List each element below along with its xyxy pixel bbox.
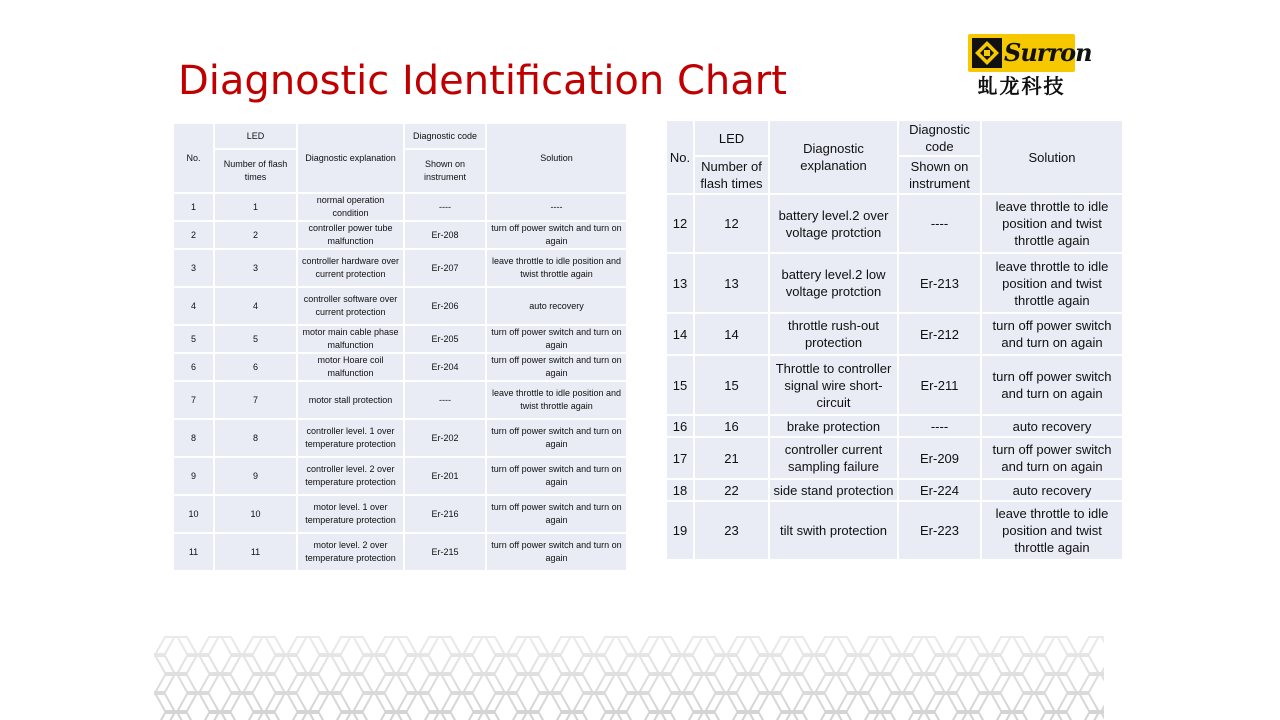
cell-explanation: controller software over current protection: [297, 287, 404, 325]
cell-code: Er-216: [404, 495, 486, 533]
cell-solution: turn off power switch and turn on again: [486, 457, 627, 495]
cell-flash: 14: [694, 313, 769, 355]
header-flash: Number of flash times: [694, 156, 769, 194]
cell-no: 12: [666, 194, 694, 253]
cell-solution: auto recovery: [981, 415, 1123, 437]
cell-explanation: motor level. 2 over temperature protection: [297, 533, 404, 571]
surron-logo-icon: [972, 38, 1002, 68]
header-code: Diagnostic code: [404, 123, 486, 149]
table-row: [173, 533, 627, 571]
cell-solution: turn off power switch and turn on again: [981, 437, 1123, 479]
cell-no: 9: [173, 457, 214, 495]
cell-flash: 11: [214, 533, 297, 571]
cell-code: Er-201: [404, 457, 486, 495]
cell-flash: 3: [214, 249, 297, 287]
cell-code: Er-205: [404, 325, 486, 353]
header-flash: Number of flash times: [214, 149, 297, 193]
cell-no: 19: [666, 501, 694, 560]
cell-solution: auto recovery: [486, 287, 627, 325]
cell-explanation: controller level. 2 over temperature protection: [297, 457, 404, 495]
cell-flash: 15: [694, 355, 769, 415]
cell-solution: leave throttle to idle position and twist throttle again: [981, 194, 1123, 253]
cell-flash: 12: [694, 194, 769, 253]
header-no: No.: [173, 123, 214, 193]
cell-no: 8: [173, 419, 214, 457]
cell-solution: leave throttle to idle position and twist throttle again: [486, 381, 627, 419]
cell-code: ----: [898, 194, 981, 253]
header-led: LED: [694, 120, 769, 156]
table-row: [173, 495, 627, 533]
cell-code: ----: [404, 193, 486, 221]
cell-explanation: controller level. 1 over temperature protection: [297, 419, 404, 457]
cell-flash: 10: [214, 495, 297, 533]
table-row: [173, 419, 627, 457]
cell-explanation: side stand protection: [769, 479, 898, 501]
cell-code: Er-224: [898, 479, 981, 501]
cell-explanation: motor stall protection: [297, 381, 404, 419]
cell-code: Er-215: [404, 533, 486, 571]
cell-no: 11: [173, 533, 214, 571]
cell-explanation: motor level. 1 over temperature protection: [297, 495, 404, 533]
cell-solution: turn off power switch and turn on again: [486, 353, 627, 381]
header-code: Diagnostic code: [898, 120, 981, 156]
header-shown: Shown on instrument: [404, 149, 486, 193]
cell-flash: 21: [694, 437, 769, 479]
table-row: [173, 457, 627, 495]
cell-explanation: brake protection: [769, 415, 898, 437]
cell-code: Er-204: [404, 353, 486, 381]
cell-code: Er-223: [898, 501, 981, 560]
cell-code: Er-208: [404, 221, 486, 249]
cell-explanation: Throttle to controller signal wire short-circuit: [769, 355, 898, 415]
diagnostic-table-right: [665, 119, 1124, 561]
cell-no: 3: [173, 249, 214, 287]
cell-explanation: tilt swith protection: [769, 501, 898, 560]
cell-solution: ----: [486, 193, 627, 221]
cell-solution: turn off power switch and turn on again: [981, 355, 1123, 415]
table-row: [173, 221, 627, 249]
table-row: [173, 353, 627, 381]
table-row: [666, 355, 1123, 415]
cell-no: 4: [173, 287, 214, 325]
cell-flash: 22: [694, 479, 769, 501]
table-row: [173, 381, 627, 419]
cell-flash: 16: [694, 415, 769, 437]
hexagon-pattern: [154, 636, 1104, 720]
header-explanation: Diagnostic explanation: [769, 120, 898, 194]
cell-solution: auto recovery: [981, 479, 1123, 501]
cell-solution: turn off power switch and turn on again: [486, 325, 627, 353]
cell-solution: turn off power switch and turn on again: [486, 533, 627, 571]
cell-solution: turn off power switch and turn on again: [981, 313, 1123, 355]
table-row: [666, 437, 1123, 479]
cell-solution: leave throttle to idle position and twist throttle again: [486, 249, 627, 287]
cell-no: 18: [666, 479, 694, 501]
cell-explanation: motor main cable phase malfunction: [297, 325, 404, 353]
cell-solution: leave throttle to idle position and twist throttle again: [981, 501, 1123, 560]
cell-no: 17: [666, 437, 694, 479]
logo-chinese-name: 虬龙科技: [977, 74, 1066, 98]
cell-explanation: throttle rush-out protection: [769, 313, 898, 355]
header-explanation: Diagnostic explanation: [297, 123, 404, 193]
cell-flash: 5: [214, 325, 297, 353]
cell-no: 2: [173, 221, 214, 249]
cell-flash: 6: [214, 353, 297, 381]
cell-flash: 7: [214, 381, 297, 419]
page-title: Diagnostic Identification Chart: [178, 58, 787, 104]
cell-flash: 2: [214, 221, 297, 249]
table-row: [666, 194, 1123, 253]
cell-code: Er-211: [898, 355, 981, 415]
header-shown: Shown on instrument: [898, 156, 981, 194]
cell-no: 15: [666, 355, 694, 415]
cell-explanation: motor Hoare coil malfunction: [297, 353, 404, 381]
header-solution: Solution: [486, 123, 627, 193]
cell-no: 10: [173, 495, 214, 533]
cell-no: 6: [173, 353, 214, 381]
cell-flash: 4: [214, 287, 297, 325]
cell-explanation: controller power tube malfunction: [297, 221, 404, 249]
table-row: [666, 479, 1123, 501]
cell-solution: turn off power switch and turn on again: [486, 221, 627, 249]
cell-no: 16: [666, 415, 694, 437]
table-row: [173, 325, 627, 353]
header-solution: Solution: [981, 120, 1123, 194]
cell-no: 7: [173, 381, 214, 419]
cell-no: 13: [666, 253, 694, 313]
logo-wordmark: Surron: [1004, 38, 1092, 67]
header-led: LED: [214, 123, 297, 149]
cell-no: 1: [173, 193, 214, 221]
cell-flash: 1: [214, 193, 297, 221]
table-row: [173, 249, 627, 287]
diagnostic-table-left: [172, 122, 628, 572]
cell-code: Er-206: [404, 287, 486, 325]
cell-flash: 13: [694, 253, 769, 313]
company-logo: [968, 34, 1092, 98]
cell-code: Er-212: [898, 313, 981, 355]
cell-solution: turn off power switch and turn on again: [486, 495, 627, 533]
cell-no: 14: [666, 313, 694, 355]
table-row: [666, 415, 1123, 437]
cell-code: ----: [898, 415, 981, 437]
cell-flash: 8: [214, 419, 297, 457]
cell-explanation: battery level.2 over voltage protction: [769, 194, 898, 253]
cell-explanation: controller current sampling failure: [769, 437, 898, 479]
header-no: No.: [666, 120, 694, 194]
cell-explanation: battery level.2 low voltage protction: [769, 253, 898, 313]
cell-code: Er-207: [404, 249, 486, 287]
cell-code: Er-209: [898, 437, 981, 479]
cell-solution: leave throttle to idle position and twist throttle again: [981, 253, 1123, 313]
logo-badge: [968, 34, 1092, 72]
table-row: [666, 253, 1123, 313]
cell-code: Er-213: [898, 253, 981, 313]
table-row: [173, 287, 627, 325]
table-row: [173, 193, 627, 221]
cell-code: ----: [404, 381, 486, 419]
cell-flash: 9: [214, 457, 297, 495]
cell-solution: turn off power switch and turn on again: [486, 419, 627, 457]
table-row: [666, 501, 1123, 560]
table-row: [666, 313, 1123, 355]
cell-code: Er-202: [404, 419, 486, 457]
cell-flash: 23: [694, 501, 769, 560]
cell-no: 5: [173, 325, 214, 353]
cell-explanation: normal operation condition: [297, 193, 404, 221]
cell-explanation: controller hardware over current protection: [297, 249, 404, 287]
